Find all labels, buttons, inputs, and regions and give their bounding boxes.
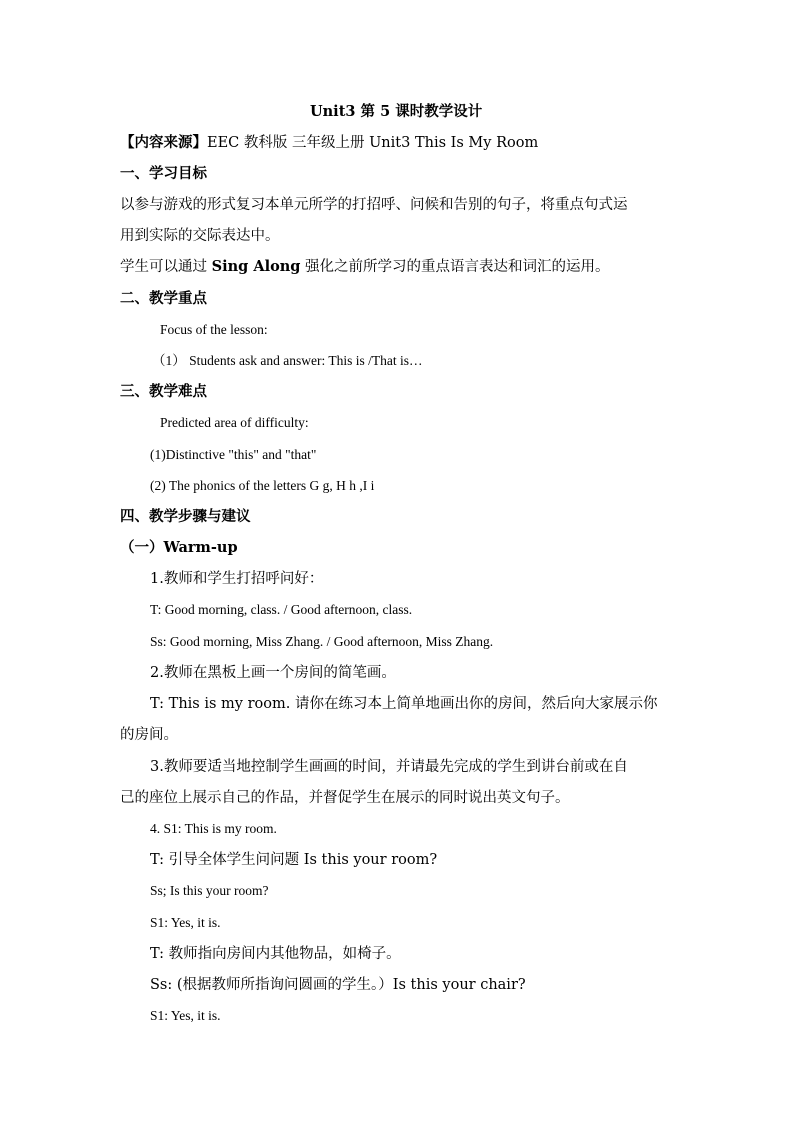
focus-intro: Focus of the lesson: (160, 322, 268, 337)
step-3-line-2: 己的座位上展示自己的作品，并督促学生在展示的同时说出英文句子。 (120, 790, 570, 806)
step-4-teacher: T: 引导全体学生问问题 Is this your room? (150, 852, 438, 868)
content-source-label: 【内容来源】 (120, 134, 207, 151)
difficulty-intro: Predicted area of difficulty: (160, 415, 309, 430)
objectives-p2-post: 强化之前所学习的重点语言表达和词汇的运用。 (300, 259, 610, 275)
step-4-student-answer: S1: Yes, it is. (150, 915, 221, 930)
content-source-text: EEC 教科版 三年级上册 Unit3 This Is My Room (207, 135, 539, 151)
subheading-warm-up: （一）Warm-up (120, 539, 238, 556)
section-heading-objectives: 一、学习目标 (120, 165, 207, 182)
objectives-paragraph-line-1: 以参与游戏的形式复习本单元所学的打招呼、问候和告别的句子，将重点句式运 (120, 197, 628, 213)
section-heading-steps: 四、教学步骤与建议 (120, 508, 251, 525)
difficulty-item-2: (2) The phonics of the letters G g, H h ,I i (150, 478, 375, 493)
objectives-paragraph-2 (120, 257, 610, 277)
step-4: 4. S1: This is my room. (150, 821, 277, 836)
focus-item-1: （1） Students ask and answer: This is /That is… (152, 353, 423, 368)
step-4-student-answer-2: S1: Yes, it is. (150, 1008, 221, 1023)
step-1: 1.教师和学生打招呼问好： (150, 571, 324, 587)
step-1-students: Ss: Good morning, Miss Zhang. / Good afternoon, Miss Zhang. (150, 634, 494, 649)
step-1-teacher: T: Good morning, class. / Good afternoon, class. (150, 602, 413, 617)
difficulty-item-1: (1)Distinctive "this" and "that" (150, 447, 317, 462)
objectives-paragraph-line-2: 用到实际的交际表达中。 (120, 228, 280, 244)
document-title: Unit3 第 5 课时教学设计 (310, 103, 483, 120)
content-source-line (120, 133, 538, 153)
step-3-line-1: 3.教师要适当地控制学生画画的时间，并请最先完成的学生到讲台前或在自 (150, 759, 628, 775)
sing-along-term: Sing Along (211, 258, 301, 275)
section-heading-difficulty: 三、教学难点 (120, 383, 207, 400)
step-4-teacher-2: T: 教师指向房间内其他物品，如椅子。 (150, 946, 401, 962)
step-2-teacher-line-2: 的房间。 (120, 727, 178, 743)
step-4-students-2: Ss: (根据教师所指询问圆画的学生。）Is this your chair? (150, 977, 526, 993)
step-4-students: Ss; Is this your room? (150, 883, 269, 898)
objectives-p2-pre: 学生可以通过 (120, 259, 212, 275)
step-2: 2.教师在黑板上画一个房间的简笔画。 (150, 665, 396, 681)
section-heading-focus: 二、教学重点 (120, 290, 207, 307)
step-2-teacher-line-1: T: This is my room. 请你在练习本上简单地画出你的房间，然后向大家展示你 (150, 696, 658, 712)
